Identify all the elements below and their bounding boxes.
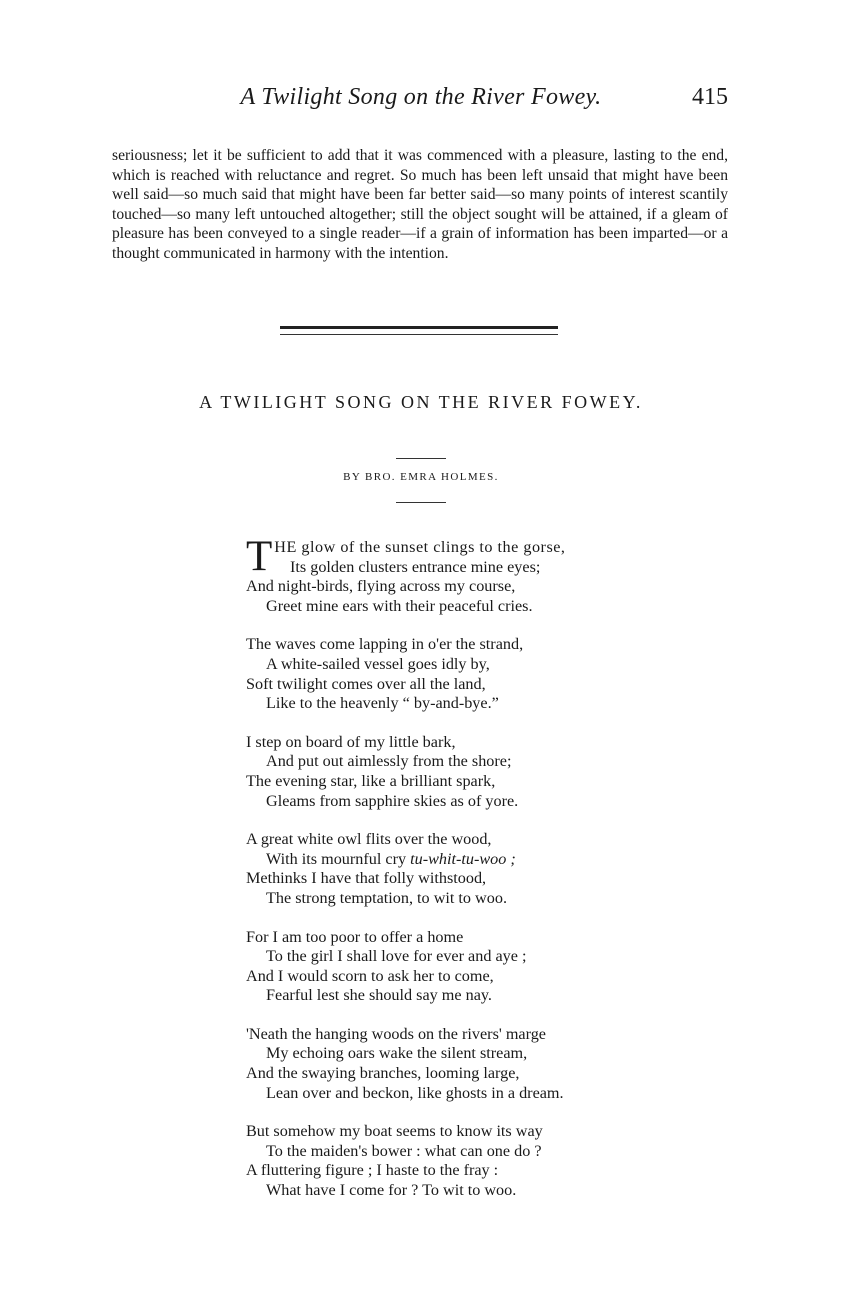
poem-line: Its golden clusters entrance mine eyes; bbox=[290, 557, 541, 576]
stanza-7 bbox=[246, 1122, 666, 1200]
page-number: 415 bbox=[692, 84, 728, 110]
section-divider-thick bbox=[280, 326, 558, 329]
poem-line: To the girl I shall love for ever and aye ; bbox=[266, 947, 527, 966]
poem-line: 'Neath the hanging woods on the rivers' marge bbox=[246, 1024, 546, 1043]
stanza-6 bbox=[246, 1025, 666, 1103]
poem-line: And night-birds, flying across my course, bbox=[246, 577, 516, 596]
stanza-5 bbox=[246, 928, 666, 1006]
poem-line: Like to the heavenly “ by-and-bye.” bbox=[266, 694, 499, 713]
poem-line: My echoing oars wake the silent stream, bbox=[266, 1044, 528, 1063]
poem-line: To the maiden's bower : what can one do ? bbox=[266, 1141, 542, 1160]
poem-line: What have I come for ? To wit to woo. bbox=[266, 1181, 517, 1200]
poem-line: Methinks I have that folly withstood, bbox=[246, 869, 487, 888]
drop-cap: T bbox=[246, 533, 273, 580]
first-line-text: HE glow of the sunset clings to the gorse, bbox=[274, 538, 566, 556]
poem-line: A great white owl flits over the wood, bbox=[246, 830, 492, 849]
poem-line: A white-sailed vessel goes idly by, bbox=[266, 654, 490, 673]
poem-line-text: With its mournful cry bbox=[266, 849, 407, 868]
poem-line: Fearful lest she should say me nay. bbox=[266, 986, 492, 1005]
poem-line: The waves come lapping in o'er the strand, bbox=[246, 635, 524, 654]
byline-rule-bottom bbox=[396, 502, 446, 503]
poem-line: Lean over and beckon, like ghosts in a dream. bbox=[266, 1083, 564, 1102]
poem-line: I step on board of my little bark, bbox=[246, 732, 456, 751]
poem-line: The evening star, like a brilliant spark, bbox=[246, 771, 496, 790]
poem-line: But somehow my boat seems to know its way bbox=[246, 1122, 543, 1141]
owl-call: tu-whit-tu-woo ; bbox=[410, 849, 516, 868]
poem-line: Soft twilight comes over all the land, bbox=[246, 674, 486, 693]
poem-line bbox=[246, 850, 666, 870]
poem-line: Gleams from sapphire skies as of yore. bbox=[266, 791, 519, 810]
poem-line: The strong temptation, to wit to woo. bbox=[266, 888, 507, 907]
running-head bbox=[0, 84, 842, 124]
poem-body bbox=[246, 533, 666, 1220]
section-divider-thin bbox=[280, 334, 558, 335]
byline-rule-top bbox=[396, 458, 446, 459]
prose-paragraph: seriousness; let it be sufficient to add that it was commenced with a pleasure, lasting to the end, which is reached with reluctance and regret. So much has been left unsaid that might have been well said—so much said that might have been far better said—so many points of interest scantily touched—so many left untouched altogether; still the object sought will be attained, if a gleam of pleasure has been conveyed to a single reader—if a grain of information has been imparted—or a thought communicated in harmony with the intention. bbox=[112, 147, 728, 262]
stanza-2 bbox=[246, 635, 666, 713]
byline: BY BRO. EMRA HOLMES. bbox=[343, 471, 499, 483]
poem-line: A fluttering figure ; I haste to the fray : bbox=[246, 1161, 499, 1180]
poem-line: For I am too poor to offer a home bbox=[246, 927, 464, 946]
stanza-3 bbox=[246, 733, 666, 811]
running-title: A Twilight Song on the River Fowey. bbox=[240, 84, 602, 110]
poem-line: Greet mine ears with their peaceful cries. bbox=[266, 596, 533, 615]
poem-title: A TWILIGHT SONG ON THE RIVER FOWEY. bbox=[199, 392, 643, 412]
prose-section bbox=[112, 146, 728, 264]
poem-line: And the swaying branches, looming large, bbox=[246, 1064, 520, 1083]
stanza-4 bbox=[246, 830, 666, 908]
poem-line: And put out aimlessly from the shore; bbox=[266, 752, 512, 771]
poem-line: And I would scorn to ask her to come, bbox=[246, 966, 494, 985]
stanza-1 bbox=[246, 533, 666, 616]
